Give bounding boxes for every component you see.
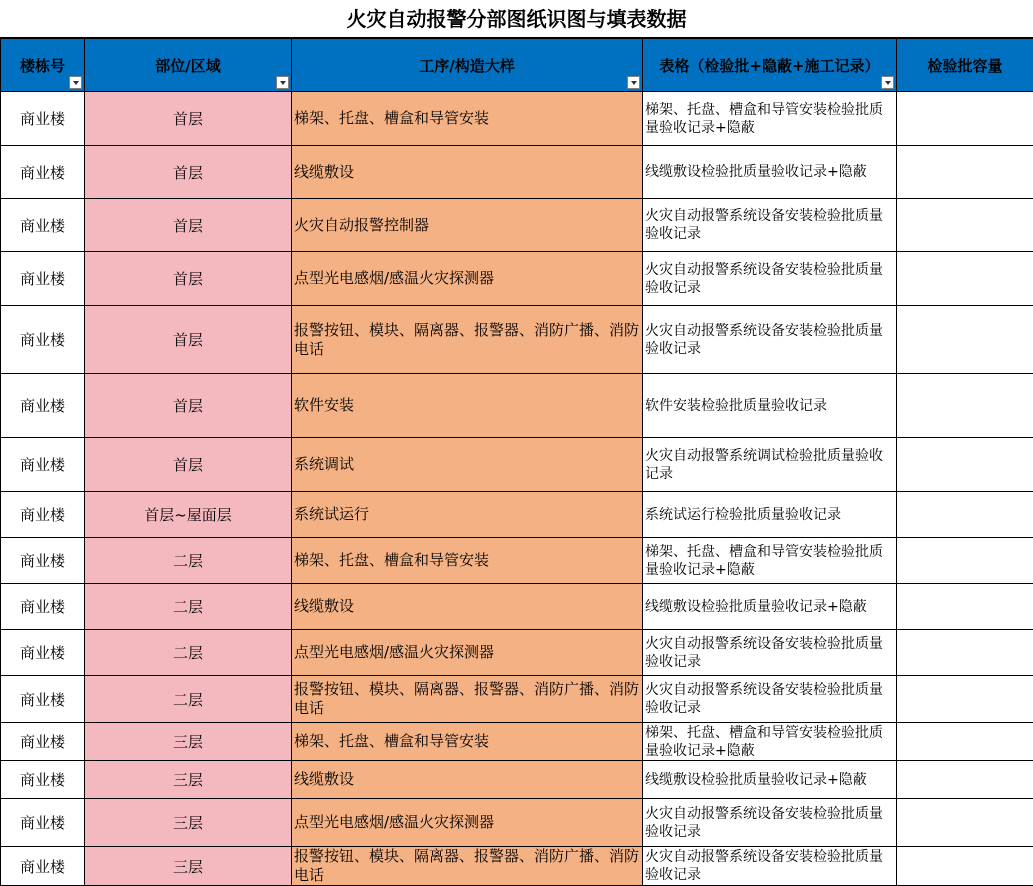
form-cell[interactable]: 火灾自动报警系统调试检验批质量验收记录 xyxy=(643,438,897,492)
header-building[interactable]: 楼栋号 xyxy=(1,39,85,92)
capacity-cell[interactable] xyxy=(897,847,1033,886)
building-cell[interactable]: 商业楼 xyxy=(1,799,85,847)
building-cell[interactable]: 商业楼 xyxy=(1,676,85,723)
form-cell[interactable]: 梯架、托盘、槽盒和导管安装检验批质量验收记录+隐蔽 xyxy=(643,92,897,146)
table-row xyxy=(1,799,1033,847)
header-area[interactable]: 部位/区域 xyxy=(85,39,292,92)
building-cell[interactable]: 商业楼 xyxy=(1,438,85,492)
area-cell[interactable]: 首层 xyxy=(85,146,292,199)
table-row xyxy=(1,723,1033,761)
area-cell[interactable]: 二层 xyxy=(85,676,292,723)
building-cell[interactable]: 商业楼 xyxy=(1,306,85,374)
area-cell[interactable]: 二层 xyxy=(85,584,292,630)
table-row xyxy=(1,306,1033,374)
filter-dropdown-icon[interactable] xyxy=(627,76,640,89)
capacity-cell[interactable] xyxy=(897,146,1033,199)
capacity-cell[interactable] xyxy=(897,723,1033,761)
table-row xyxy=(1,438,1033,492)
process-cell[interactable]: 报警按钮、模块、隔离器、报警器、消防广播、消防电话 xyxy=(292,847,643,886)
process-cell[interactable]: 梯架、托盘、槽盒和导管安装 xyxy=(292,538,643,584)
building-cell[interactable]: 商业楼 xyxy=(1,252,85,306)
capacity-cell[interactable] xyxy=(897,438,1033,492)
filter-dropdown-icon[interactable] xyxy=(276,76,289,89)
capacity-cell[interactable] xyxy=(897,199,1033,252)
building-cell[interactable]: 商业楼 xyxy=(1,847,85,886)
process-cell[interactable]: 系统试运行 xyxy=(292,492,643,538)
form-cell[interactable]: 火灾自动报警系统设备安装检验批质量验收记录 xyxy=(643,676,897,723)
capacity-cell[interactable] xyxy=(897,584,1033,630)
area-cell[interactable]: 三层 xyxy=(85,799,292,847)
building-cell[interactable]: 商业楼 xyxy=(1,538,85,584)
process-cell[interactable]: 点型光电感烟/感温火灾探测器 xyxy=(292,630,643,676)
building-cell[interactable]: 商业楼 xyxy=(1,584,85,630)
table-row xyxy=(1,584,1033,630)
area-cell[interactable]: 三层 xyxy=(85,761,292,799)
table-row xyxy=(1,538,1033,584)
building-cell[interactable]: 商业楼 xyxy=(1,723,85,761)
area-cell[interactable]: 二层 xyxy=(85,630,292,676)
table-row xyxy=(1,676,1033,723)
form-cell[interactable]: 火灾自动报警系统设备安装检验批质量验收记录 xyxy=(643,306,897,374)
area-cell[interactable]: 首层 xyxy=(85,92,292,146)
header-process[interactable]: 工序/构造大样 xyxy=(292,39,643,92)
area-cell[interactable]: 首层 xyxy=(85,306,292,374)
form-cell[interactable]: 梯架、托盘、槽盒和导管安装检验批质量验收记录+隐蔽 xyxy=(643,538,897,584)
building-cell[interactable]: 商业楼 xyxy=(1,630,85,676)
table-row xyxy=(1,492,1033,538)
area-cell[interactable]: 三层 xyxy=(85,723,292,761)
table-row xyxy=(1,92,1033,146)
capacity-cell[interactable] xyxy=(897,799,1033,847)
capacity-cell[interactable] xyxy=(897,538,1033,584)
table-row xyxy=(1,146,1033,199)
process-cell[interactable]: 线缆敷设 xyxy=(292,146,643,199)
header-row xyxy=(1,39,1033,92)
process-cell[interactable]: 报警按钮、模块、隔离器、报警器、消防广播、消防电话 xyxy=(292,676,643,723)
building-cell[interactable]: 商业楼 xyxy=(1,199,85,252)
form-cell[interactable]: 火灾自动报警系统设备安装检验批质量验收记录 xyxy=(643,252,897,306)
process-cell[interactable]: 报警按钮、模块、隔离器、报警器、消防广播、消防电话 xyxy=(292,306,643,374)
area-cell[interactable]: 首层 xyxy=(85,252,292,306)
process-cell[interactable]: 梯架、托盘、槽盒和导管安装 xyxy=(292,723,643,761)
form-cell[interactable]: 线缆敷设检验批质量验收记录+隐蔽 xyxy=(643,761,897,799)
capacity-cell[interactable] xyxy=(897,306,1033,374)
table-row xyxy=(1,252,1033,306)
form-cell[interactable]: 火灾自动报警系统设备安装检验批质量验收记录 xyxy=(643,847,897,886)
building-cell[interactable]: 商业楼 xyxy=(1,92,85,146)
form-cell[interactable]: 火灾自动报警系统设备安装检验批质量验收记录 xyxy=(643,199,897,252)
data-table xyxy=(0,38,1033,886)
process-cell[interactable]: 系统调试 xyxy=(292,438,643,492)
building-cell[interactable]: 商业楼 xyxy=(1,492,85,538)
process-cell[interactable]: 线缆敷设 xyxy=(292,584,643,630)
capacity-cell[interactable] xyxy=(897,492,1033,538)
area-cell[interactable]: 首层 xyxy=(85,199,292,252)
process-cell[interactable]: 点型光电感烟/感温火灾探测器 xyxy=(292,252,643,306)
capacity-cell[interactable] xyxy=(897,761,1033,799)
process-cell[interactable]: 软件安装 xyxy=(292,374,643,438)
form-cell[interactable]: 火灾自动报警系统设备安装检验批质量验收记录 xyxy=(643,630,897,676)
building-cell[interactable]: 商业楼 xyxy=(1,146,85,199)
form-cell[interactable]: 线缆敷设检验批质量验收记录+隐蔽 xyxy=(643,146,897,199)
area-cell[interactable]: 首层 xyxy=(85,438,292,492)
building-cell[interactable]: 商业楼 xyxy=(1,374,85,438)
table-row xyxy=(1,630,1033,676)
filter-dropdown-icon[interactable] xyxy=(69,76,82,89)
area-cell[interactable]: 首层~屋面层 xyxy=(85,492,292,538)
capacity-cell[interactable] xyxy=(897,374,1033,438)
table-row xyxy=(1,374,1033,438)
table-row xyxy=(1,761,1033,799)
header-form[interactable]: 表格（检验批+隐蔽+施工记录） xyxy=(643,39,897,92)
building-cell[interactable]: 商业楼 xyxy=(1,761,85,799)
process-cell[interactable]: 火灾自动报警控制器 xyxy=(292,199,643,252)
area-cell[interactable]: 三层 xyxy=(85,847,292,886)
form-cell[interactable]: 软件安装检验批质量验收记录 xyxy=(643,374,897,438)
capacity-cell[interactable] xyxy=(897,92,1033,146)
capacity-cell[interactable] xyxy=(897,252,1033,306)
filter-dropdown-icon[interactable] xyxy=(881,76,894,89)
table-row xyxy=(1,199,1033,252)
form-cell[interactable]: 梯架、托盘、槽盒和导管安装检验批质量验收记录+隐蔽 xyxy=(643,723,897,761)
form-cell[interactable]: 系统试运行检验批质量验收记录 xyxy=(643,492,897,538)
form-cell[interactable]: 火灾自动报警系统设备安装检验批质量验收记录 xyxy=(643,799,897,847)
area-cell[interactable]: 首层 xyxy=(85,374,292,438)
area-cell[interactable]: 二层 xyxy=(85,538,292,584)
capacity-cell[interactable] xyxy=(897,676,1033,723)
process-cell[interactable]: 梯架、托盘、槽盒和导管安装 xyxy=(292,92,643,146)
capacity-cell[interactable] xyxy=(897,630,1033,676)
form-cell[interactable]: 线缆敷设检验批质量验收记录+隐蔽 xyxy=(643,584,897,630)
header-capacity[interactable]: 检验批容量 xyxy=(897,39,1033,92)
process-cell[interactable]: 点型光电感烟/感温火灾探测器 xyxy=(292,799,643,847)
process-cell[interactable]: 线缆敷设 xyxy=(292,761,643,799)
sheet-title: 火灾自动报警分部图纸识图与填表数据 xyxy=(0,0,1033,38)
table-row xyxy=(1,847,1033,886)
